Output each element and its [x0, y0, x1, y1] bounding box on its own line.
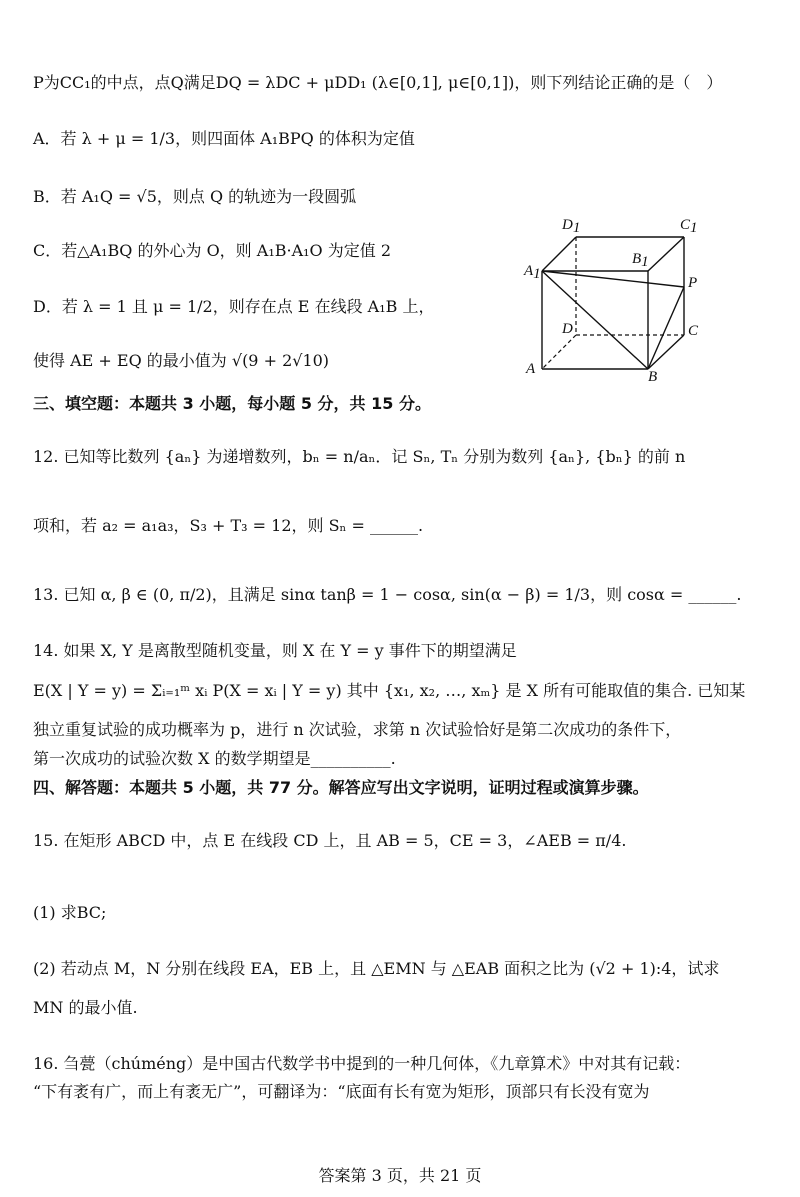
q15-part2-continued: MN 的最小值. [33, 998, 138, 1017]
section-4-heading: 四、解答题：本题共 5 小题，共 77 分。解答应写出文字说明，证明过程或演算步骤。 [33, 778, 649, 797]
q11-option-c: C．若△A₁BQ 的外心为 O，则 A₁B·A₁O 为定值 2 [33, 241, 392, 260]
q16-line2: “下有袤有广，而上有袤无广”，可翻译为：“底面有长有宽为矩形，顶部只有长没有宽为 [33, 1082, 650, 1101]
q14-line1: 14. 如果 X, Y 是离散型随机变量，则 X 在 Y = y 事件下的期望满足 [33, 641, 517, 660]
svg-text:P: P [688, 275, 698, 291]
svg-text:A: A [526, 361, 536, 377]
cube-figure [520, 205, 720, 385]
svg-text:C: C [688, 323, 699, 339]
q11-option-d: D．若 λ = 1 且 μ = 1/2，则存在点 E 在线段 A₁B 上， [33, 297, 435, 316]
svg-text:D: D [562, 321, 573, 337]
svg-text:B: B [648, 369, 658, 385]
q15-part1: (1) 求BC; [33, 903, 107, 922]
q11-option-b: B．若 A₁Q = √5，则点 Q 的轨迹为一段圆弧 [33, 187, 357, 206]
svg-text:A1: A1 [524, 263, 541, 282]
q11-option-d-continued: 使得 AE + EQ 的最小值为 √(9 + 2√10) [33, 351, 330, 370]
q13-text: 13. 已知 α, β ∈ (0, π/2)，且满足 sinα tanβ = 1 − cosα, sin(α − β) = 1/3，则 cosα = ______. [33, 585, 742, 604]
q14-line4: 第一次成功的试验次数 X 的数学期望是__________. [33, 749, 396, 768]
q11-option-a: A．若 λ + μ = 1/3，则四面体 A₁BPQ 的体积为定值 [33, 129, 415, 148]
q12-line1: 12. 已知等比数列 {aₙ} 为递增数列，bₙ = n/aₙ．记 Sₙ, Tₙ 分别为数列 {aₙ}, {bₙ} 的前 n [33, 447, 686, 466]
q14-line3: 独立重复试验的成功概率为 p，进行 n 次试验，求第 n 次试验恰好是第二次成功的条件下， [33, 720, 682, 739]
page-footer: 答案第 3 页，共 21 页 [318, 1166, 482, 1185]
q16-line1: 16. 刍甍（chúméng）是中国古代数学书中提到的一种几何体，《九章算术》中对其有记载： [33, 1054, 691, 1073]
svg-text:B1: B1 [632, 251, 649, 270]
q15-part2: (2) 若动点 M，N 分别在线段 EA，EB 上，且 △EMN 与 △EAB 面积之比为 (√2 + 1):4，试求 [33, 959, 720, 978]
q14-line2: E(X | Y = y) = Σᵢ₌₁ᵐ xᵢ P(X = xᵢ | Y = y) 其中 {x₁, x₂, …, xₘ} 是 X 所有可能取值的集合. 已知某 [33, 681, 746, 700]
svg-text:C1: C1 [680, 217, 698, 236]
q12-line2: 项和，若 a₂ = a₁a₃，S₃ + T₃ = 12，则 Sₙ = ______. [33, 516, 424, 535]
q11-stem: P为CC₁的中点，点Q满足DQ = λDC + μDD₁ (λ∈[0,1], μ∈[0,1])，则下列结论正确的是（ ） [33, 73, 723, 92]
svg-text:D1: D1 [562, 217, 581, 236]
section-3-heading: 三、填空题：本题共 3 小题，每小题 5 分，共 15 分。 [33, 394, 431, 413]
q15-stem: 15. 在矩形 ABCD 中，点 E 在线段 CD 上，且 AB = 5，CE = 3，∠AEB = π/4. [33, 831, 627, 850]
